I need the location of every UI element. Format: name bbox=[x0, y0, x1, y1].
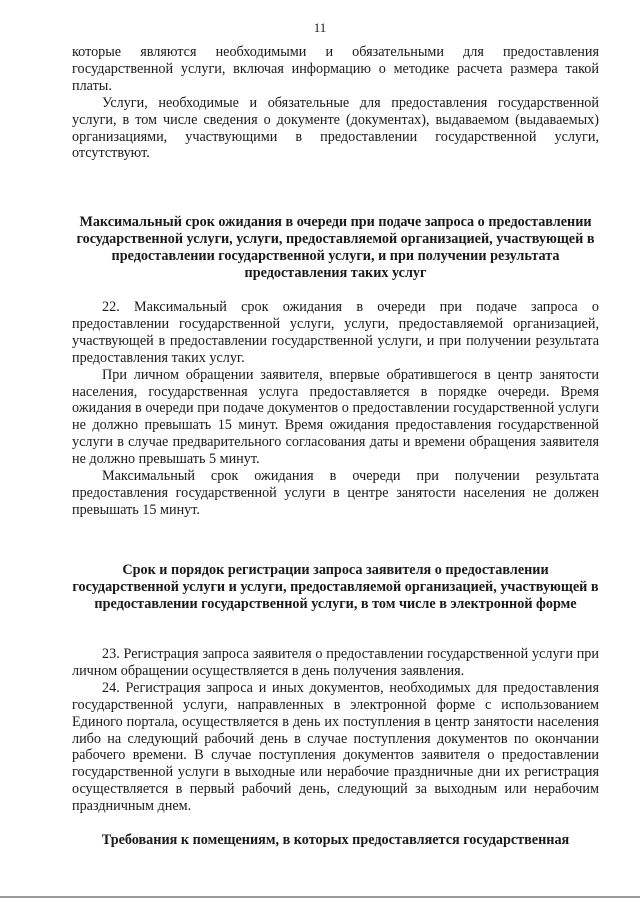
page-bottom-edge bbox=[0, 896, 640, 898]
paragraph: 24. Регистрация запроса и иных документов, необходимых для предоставления государственной услуги, направленных в электронной форме с использованием Единого портала, осуществляется в день их поступления в центр занятости населения либо на следующий рабочий день в случае поступления документов по окончании рабочего времени. В случае поступления документов заявителя о предоставлении государственной услуги в выходные или нерабочие праздничные дни их регистрация осуществляется в первый рабочий день, следующий за выходным или нерабочим праздничным днем. bbox=[72, 679, 599, 815]
section-heading-wait-time: Максимальный срок ожидания в очереди при подаче запроса о предоставлении государственной услуги, услуги, предоставляемой организацией, участвующей в предоставлении государственной услуги, и при получении результата предоставления таких услуг bbox=[76, 214, 595, 281]
paragraph: 23. Регистрация запроса заявителя о предоставлении государственной услуги при личном обращении осуществляется в день получения заявления. bbox=[72, 646, 599, 679]
paragraph: которые являются необходимыми и обязательными для предоставления государственной услуги, включая информацию о методике расчета размера такой платы. bbox=[72, 44, 599, 94]
paragraph: Максимальный срок ожидания в очереди при получении результата предоставления государственной услуги в центре занятости населения не должен превышать 15 минут. bbox=[72, 468, 599, 518]
page-number: 11 bbox=[313, 20, 327, 35]
continuation-text bbox=[72, 44, 599, 162]
paragraph: При личном обращении заявителя, впервые обратившегося в центр занятости населения, государственная услуга предоставляется в порядке очереди. Время ожидания в очереди при подаче документов о предоставлении государственной услуги не должно превышать 15 минут. Время ожидания предоставления государственной услуги в случае предварительного согласования даты и времени обращения заявителя не должно превышать 5 минут. bbox=[72, 366, 599, 468]
paragraph: Услуги, необходимые и обязательные для предоставления государственной услуги, в том числе сведения о документе (документах), выдаваемом (выдаваемых) организациями, участвующими в предоставлении государственной услуги, отсутствуют. bbox=[72, 94, 599, 162]
paragraph: 22. Максимальный срок ожидания в очереди при подаче запроса о предоставлении государственной услуги, услуги, предоставляемой организацией, участвующей в предоставлении государственной услуги, и при получении результата предоставления таких услуг. bbox=[72, 299, 599, 366]
section-heading-premises: Требования к помещениям, в которых предоставляется государственная bbox=[101, 832, 570, 848]
section-heading-registration: Срок и порядок регистрации запроса заявителя о предоставлении государственной услуги и услуги, предоставляемой организацией, участвующей в предоставлении государственной услуги, в том числе в электронной форме bbox=[72, 562, 599, 612]
section-body-registration bbox=[72, 646, 599, 815]
section-body-wait-time bbox=[72, 299, 599, 519]
